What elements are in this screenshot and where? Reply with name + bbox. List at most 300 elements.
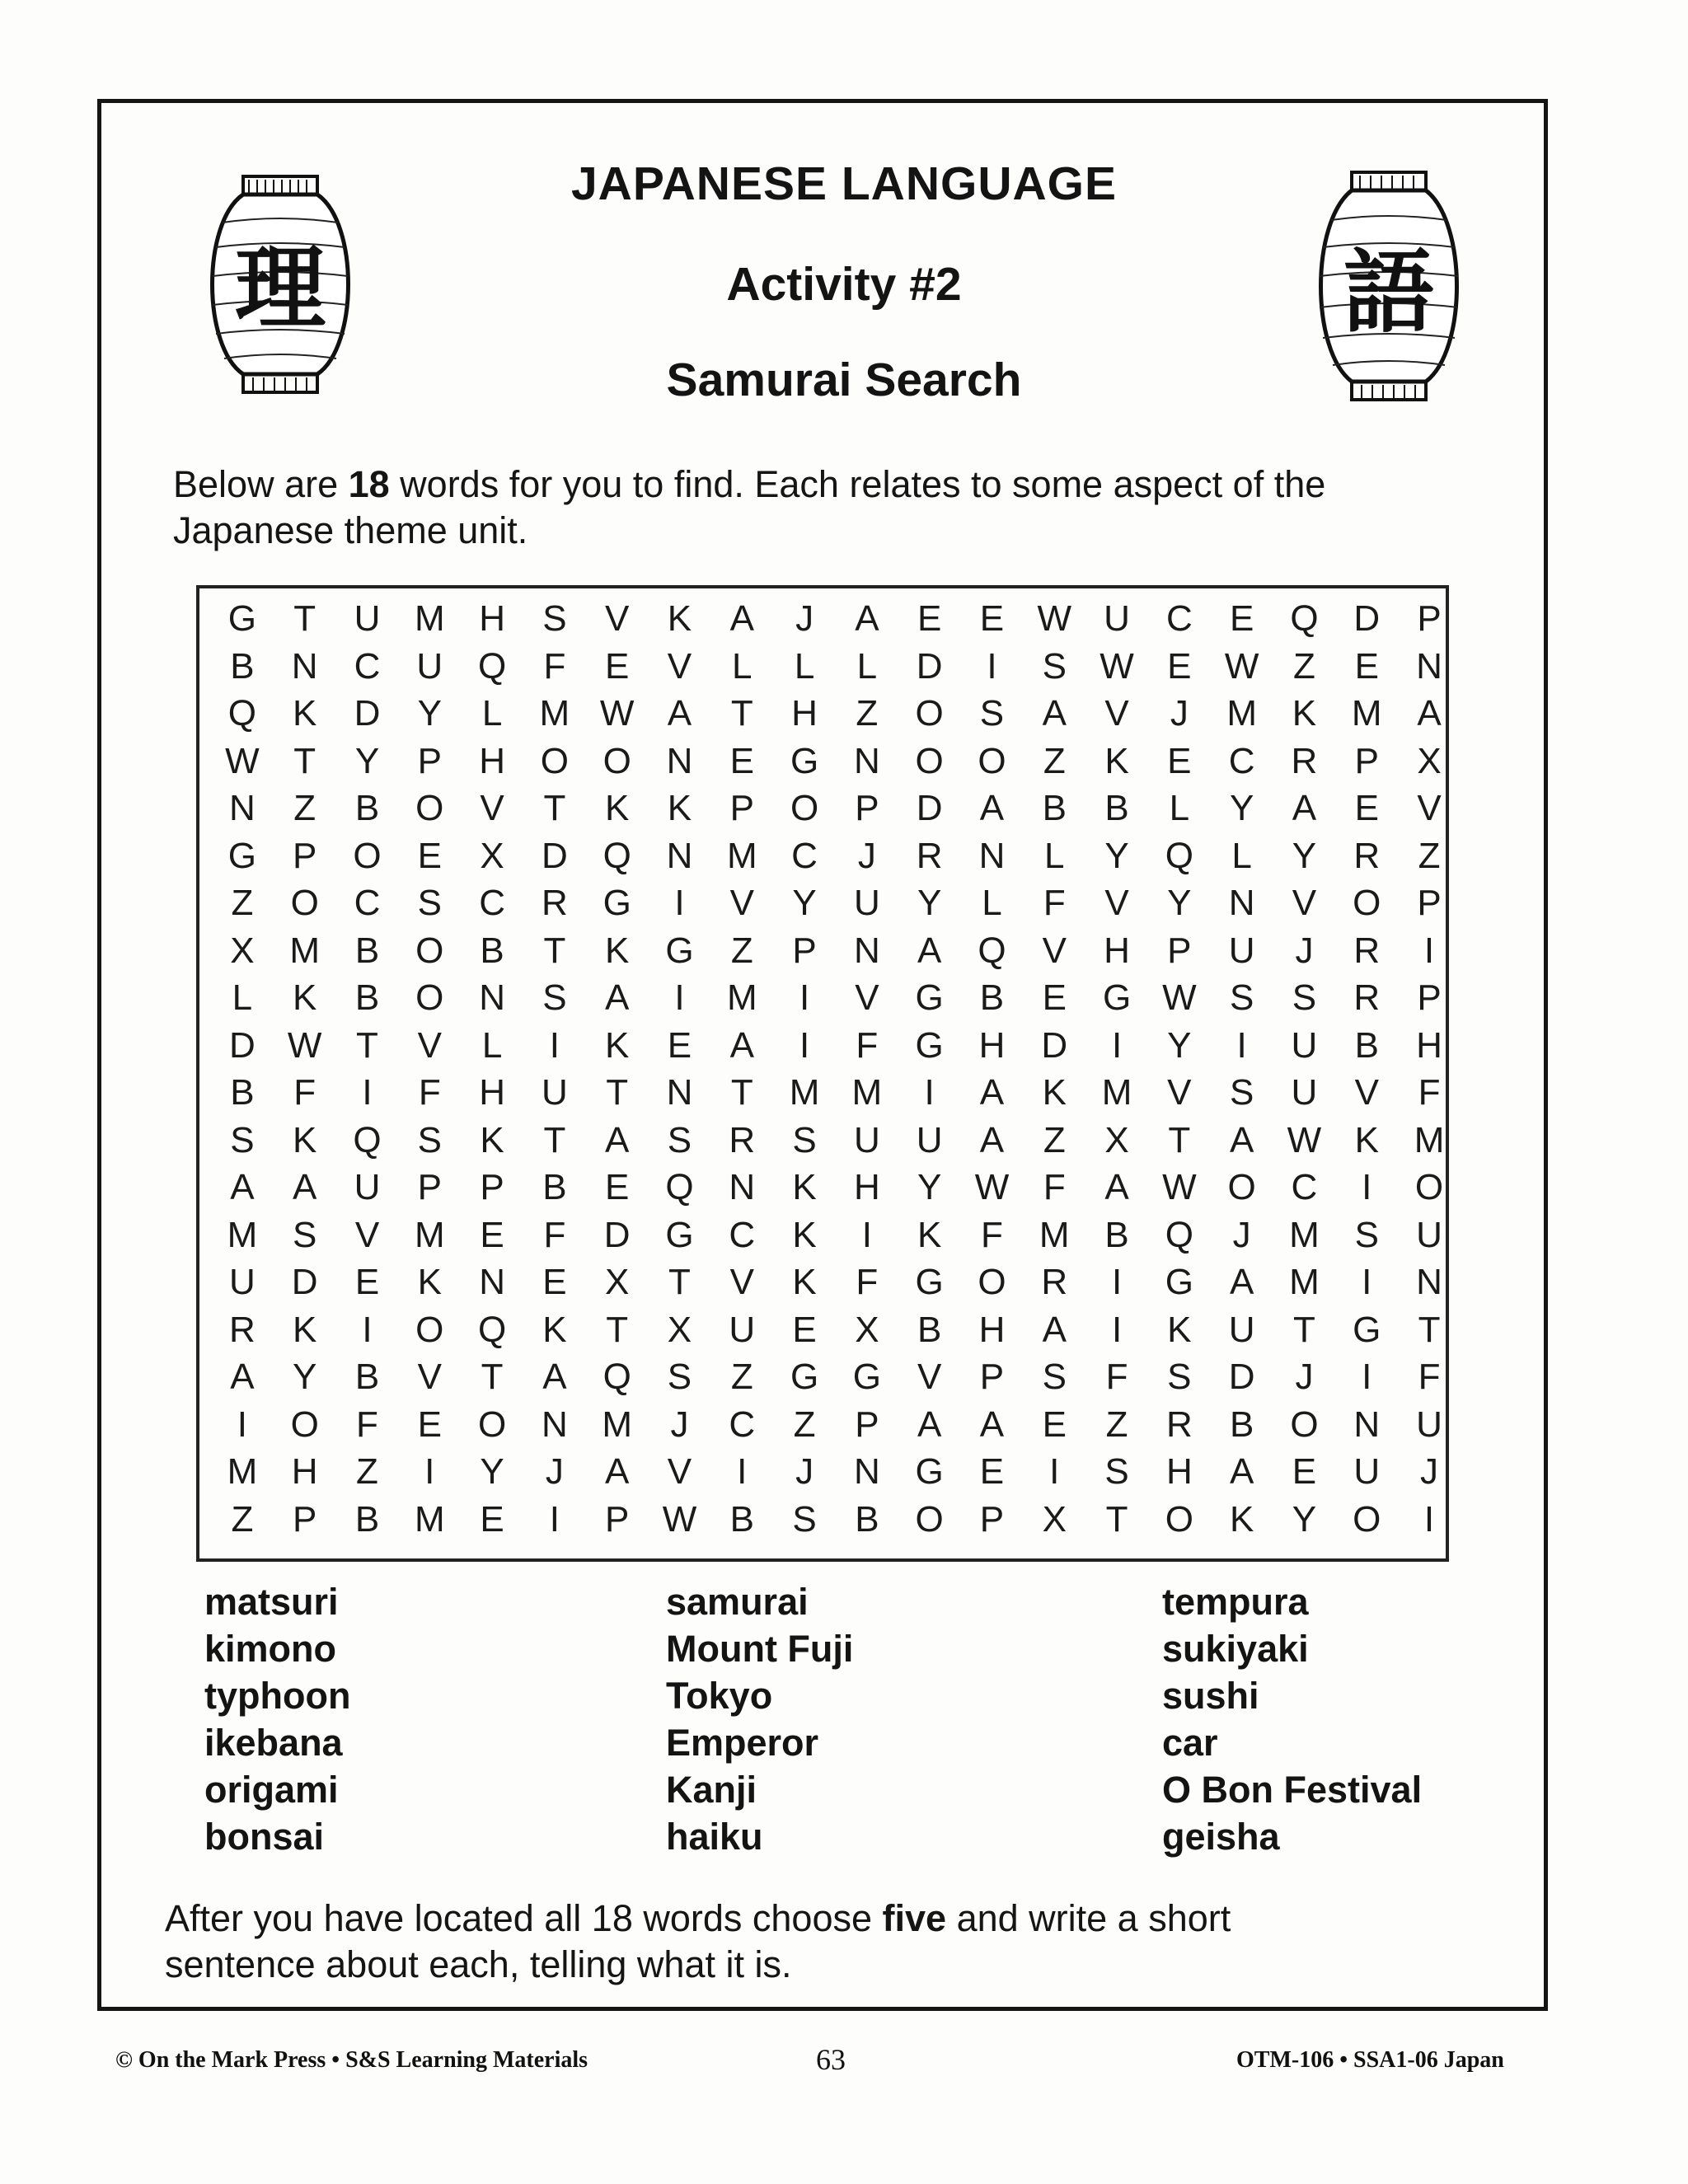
grid-letter[interactable]: Q xyxy=(1165,1214,1193,1255)
grid-letter[interactable]: V xyxy=(417,1024,442,1066)
grid-letter[interactable]: A xyxy=(605,977,630,1018)
grid-letter[interactable]: V xyxy=(1354,1072,1379,1113)
grid-letter[interactable]: N xyxy=(479,977,505,1018)
grid-letter[interactable]: E xyxy=(1354,788,1379,828)
grid-letter[interactable]: D xyxy=(1228,1357,1255,1397)
grid-letter[interactable]: T xyxy=(730,1072,753,1113)
grid-letter[interactable]: K xyxy=(1292,693,1317,733)
grid-letter[interactable]: Y xyxy=(792,883,817,923)
grid-letter[interactable]: R xyxy=(541,883,568,923)
grid-letter[interactable]: U xyxy=(1291,1072,1318,1113)
grid-letter[interactable]: V xyxy=(667,645,692,687)
grid-letter[interactable]: A xyxy=(542,1357,567,1397)
grid-letter[interactable]: G xyxy=(1165,1262,1193,1302)
grid-letter[interactable]: U xyxy=(541,1072,568,1113)
grid-letter[interactable]: A xyxy=(1104,1167,1129,1207)
grid-letter[interactable]: N xyxy=(1353,1404,1381,1445)
grid-letter[interactable]: K xyxy=(792,1214,817,1255)
grid-letter[interactable]: U xyxy=(853,883,880,923)
grid-letter[interactable]: O xyxy=(1353,1498,1381,1540)
grid-letter[interactable]: A xyxy=(979,1404,1005,1445)
grid-letter[interactable]: E xyxy=(417,835,442,876)
grid-letter[interactable]: B xyxy=(1104,1214,1129,1255)
grid-letter[interactable]: I xyxy=(1423,930,1435,971)
grid-letter[interactable]: I xyxy=(1111,1262,1123,1302)
grid-letter[interactable]: P xyxy=(979,1357,1005,1397)
grid-letter[interactable]: U xyxy=(853,1119,880,1160)
grid-letter[interactable]: H xyxy=(978,1309,1006,1350)
grid-letter[interactable]: E xyxy=(1292,1451,1317,1492)
grid-letter[interactable]: Y xyxy=(480,1451,504,1492)
grid-letter[interactable]: I xyxy=(1362,1357,1372,1397)
grid-letter[interactable]: A xyxy=(917,1404,942,1445)
grid-letter[interactable]: S xyxy=(1167,1357,1192,1397)
grid-letter[interactable]: S xyxy=(230,1119,255,1160)
grid-letter[interactable]: W xyxy=(1224,645,1259,687)
grid-letter[interactable]: M xyxy=(1101,1072,1132,1113)
grid-letter[interactable]: A xyxy=(855,598,879,639)
grid-letter[interactable]: F xyxy=(1105,1357,1128,1397)
grid-letter[interactable]: U xyxy=(1353,1451,1381,1492)
grid-letter[interactable]: B xyxy=(354,1357,380,1397)
grid-letter[interactable]: B xyxy=(542,1167,567,1207)
grid-letter[interactable]: U xyxy=(354,598,381,639)
grid-letter[interactable]: O xyxy=(1165,1498,1193,1540)
grid-letter[interactable]: N xyxy=(1416,1262,1442,1302)
grid-letter[interactable]: J xyxy=(795,1451,814,1492)
grid-letter[interactable]: W xyxy=(1162,1167,1197,1207)
grid-letter[interactable]: W xyxy=(287,1024,322,1066)
grid-letter[interactable]: F xyxy=(543,645,566,687)
grid-letter[interactable]: K xyxy=(1042,1072,1067,1113)
grid-letter[interactable]: D xyxy=(1041,1024,1068,1066)
grid-letter[interactable]: I xyxy=(1111,1024,1123,1066)
grid-letter[interactable]: O xyxy=(915,740,944,781)
grid-letter[interactable]: W xyxy=(599,693,635,733)
grid-letter[interactable]: X xyxy=(667,1309,692,1350)
grid-letter[interactable]: M xyxy=(414,1214,445,1255)
grid-letter[interactable]: E xyxy=(1354,645,1379,687)
grid-letter[interactable]: Z xyxy=(356,1451,378,1492)
grid-letter[interactable]: Q xyxy=(1165,835,1193,876)
grid-letter[interactable]: N xyxy=(291,645,318,687)
grid-letter[interactable]: R xyxy=(729,1119,756,1160)
grid-letter[interactable]: O xyxy=(540,740,569,781)
grid-letter[interactable]: S xyxy=(542,598,567,639)
grid-letter[interactable]: I xyxy=(549,1024,560,1066)
grid-letter[interactable]: J xyxy=(670,1404,689,1445)
grid-letter[interactable]: N xyxy=(853,1451,880,1492)
grid-letter[interactable]: T xyxy=(1418,1309,1441,1350)
grid-letter[interactable]: J xyxy=(795,598,814,639)
grid-letter[interactable]: Y xyxy=(354,740,380,781)
grid-letter[interactable]: K xyxy=(605,788,630,828)
grid-letter[interactable]: K xyxy=(1354,1119,1379,1160)
grid-letter[interactable]: E xyxy=(354,1262,380,1302)
grid-letter[interactable]: G xyxy=(915,1451,944,1492)
grid-letter[interactable]: Z xyxy=(231,883,254,923)
grid-letter[interactable]: W xyxy=(1162,977,1197,1018)
grid-letter[interactable]: Z xyxy=(730,1357,753,1397)
grid-letter[interactable]: S xyxy=(1354,1214,1379,1255)
grid-letter[interactable]: M xyxy=(1289,1214,1320,1255)
grid-letter[interactable]: R xyxy=(1353,977,1381,1018)
grid-letter[interactable]: V xyxy=(354,1214,380,1255)
grid-letter[interactable]: V xyxy=(605,598,630,639)
grid-letter[interactable]: K xyxy=(1229,1498,1254,1540)
grid-letter[interactable]: G xyxy=(1102,977,1132,1018)
grid-letter[interactable]: G xyxy=(227,835,257,876)
grid-letter[interactable]: O xyxy=(978,1262,1006,1302)
grid-letter[interactable]: P xyxy=(979,1498,1005,1540)
grid-letter[interactable]: K xyxy=(293,1119,317,1160)
grid-letter[interactable]: R xyxy=(1041,1262,1068,1302)
grid-letter[interactable]: C xyxy=(729,1214,756,1255)
grid-letter[interactable]: V xyxy=(1104,883,1129,923)
grid-letter[interactable]: O xyxy=(477,1404,507,1445)
grid-letter[interactable]: V xyxy=(729,1262,754,1302)
grid-letter[interactable]: K xyxy=(667,598,692,639)
grid-letter[interactable]: L xyxy=(481,1024,503,1066)
grid-letter[interactable]: I xyxy=(924,1072,935,1113)
grid-letter[interactable]: U xyxy=(1291,1024,1318,1066)
grid-letter[interactable]: K xyxy=(1167,1309,1192,1350)
grid-letter[interactable]: P xyxy=(729,788,754,828)
grid-letter[interactable]: Z xyxy=(1293,645,1315,687)
grid-letter[interactable]: K xyxy=(667,788,692,828)
grid-letter[interactable]: P xyxy=(855,1404,879,1445)
grid-letter[interactable]: K xyxy=(293,1309,317,1350)
grid-letter[interactable]: P xyxy=(417,740,442,781)
grid-letter[interactable]: G xyxy=(665,1214,694,1255)
grid-letter[interactable]: I xyxy=(1049,1451,1060,1492)
grid-letter[interactable]: F xyxy=(1418,1357,1441,1397)
grid-letter[interactable]: J xyxy=(1420,1451,1439,1492)
grid-letter[interactable]: W xyxy=(1037,598,1072,639)
grid-letter[interactable]: B xyxy=(354,930,380,971)
grid-letter[interactable]: R xyxy=(1291,740,1318,781)
grid-letter[interactable]: C xyxy=(1228,740,1255,781)
grid-letter[interactable]: B xyxy=(729,1498,754,1540)
grid-letter[interactable]: E xyxy=(417,1404,442,1445)
grid-letter[interactable]: P xyxy=(417,1167,442,1207)
grid-letter[interactable]: E xyxy=(480,1498,504,1540)
grid-letter[interactable]: F xyxy=(543,1214,566,1255)
grid-letter[interactable]: P xyxy=(792,930,817,971)
grid-letter[interactable]: L xyxy=(982,883,1002,923)
grid-letter[interactable]: W xyxy=(974,1167,1010,1207)
grid-letter[interactable]: J xyxy=(1295,1357,1314,1397)
grid-letter[interactable]: C xyxy=(729,1404,756,1445)
grid-letter[interactable]: I xyxy=(1362,1167,1372,1207)
grid-letter[interactable]: S xyxy=(417,883,442,923)
grid-letter[interactable]: B xyxy=(1354,1024,1379,1066)
grid-letter[interactable]: A xyxy=(230,1167,255,1207)
grid-letter[interactable]: A xyxy=(230,1357,255,1397)
grid-letter[interactable]: Z xyxy=(730,930,753,971)
grid-letter[interactable]: M xyxy=(1414,1119,1445,1160)
grid-letter[interactable]: C xyxy=(354,883,381,923)
grid-letter[interactable]: L xyxy=(232,977,253,1018)
grid-letter[interactable]: P xyxy=(1167,930,1192,971)
grid-letter[interactable]: O xyxy=(915,1498,944,1540)
grid-letter[interactable]: Q xyxy=(477,1309,507,1350)
grid-letter[interactable]: S xyxy=(979,693,1005,733)
grid-letter[interactable]: K xyxy=(542,1309,567,1350)
grid-letter[interactable]: A xyxy=(729,1024,754,1066)
grid-letter[interactable]: S xyxy=(1229,977,1254,1018)
grid-letter[interactable]: D xyxy=(603,1214,631,1255)
grid-letter[interactable]: E xyxy=(979,598,1005,639)
grid-letter[interactable]: T xyxy=(481,1357,504,1397)
grid-letter[interactable]: N xyxy=(666,835,693,876)
grid-letter[interactable]: X xyxy=(1042,1498,1067,1540)
grid-letter[interactable]: O xyxy=(415,930,444,971)
grid-letter[interactable]: N xyxy=(1416,645,1442,687)
grid-letter[interactable]: G xyxy=(915,977,944,1018)
grid-letter[interactable]: O xyxy=(1227,1167,1256,1207)
grid-letter[interactable]: X xyxy=(605,1262,630,1302)
grid-letter[interactable]: Z xyxy=(1418,835,1441,876)
grid-letter[interactable]: U xyxy=(729,1309,756,1350)
grid-letter[interactable]: L xyxy=(856,645,878,687)
grid-letter[interactable]: K xyxy=(792,1167,817,1207)
grid-letter[interactable]: D xyxy=(291,1262,318,1302)
grid-letter[interactable]: M xyxy=(1039,1214,1070,1255)
grid-letter[interactable]: I xyxy=(549,1498,560,1540)
grid-letter[interactable]: O xyxy=(915,693,944,733)
grid-letter[interactable]: W xyxy=(662,1498,697,1540)
grid-letter[interactable]: E xyxy=(979,1451,1005,1492)
grid-letter[interactable]: C xyxy=(1291,1167,1318,1207)
grid-letter[interactable]: Q xyxy=(978,930,1006,971)
grid-letter[interactable]: T xyxy=(1293,1309,1315,1350)
grid-letter[interactable]: X xyxy=(480,835,504,876)
grid-letter[interactable]: M xyxy=(726,835,757,876)
grid-letter[interactable]: P xyxy=(1417,883,1442,923)
grid-letter[interactable]: S xyxy=(667,1119,692,1160)
grid-letter[interactable]: I xyxy=(362,1309,373,1350)
grid-letter[interactable]: H xyxy=(791,693,818,733)
grid-letter[interactable]: C xyxy=(791,835,818,876)
grid-letter[interactable]: X xyxy=(1104,1119,1129,1160)
grid-letter[interactable]: F xyxy=(1418,1072,1441,1113)
grid-letter[interactable]: K xyxy=(917,1214,942,1255)
grid-letter[interactable]: N xyxy=(729,1167,756,1207)
grid-letter[interactable]: Q xyxy=(603,1357,631,1397)
grid-letter[interactable]: S xyxy=(1292,977,1317,1018)
grid-letter[interactable]: N xyxy=(853,930,880,971)
grid-letter[interactable]: H xyxy=(479,598,505,639)
grid-letter[interactable]: H xyxy=(1104,930,1130,971)
grid-letter[interactable]: O xyxy=(415,977,444,1018)
grid-letter[interactable]: Z xyxy=(793,1404,816,1445)
grid-letter[interactable]: L xyxy=(1231,835,1252,876)
grid-letter[interactable]: H xyxy=(479,740,505,781)
grid-letter[interactable]: V xyxy=(1167,1072,1192,1113)
grid-letter[interactable]: M xyxy=(227,1214,258,1255)
grid-letter[interactable]: S xyxy=(417,1119,442,1160)
grid-letter[interactable]: S xyxy=(1042,645,1067,687)
grid-letter[interactable]: D xyxy=(229,1024,256,1066)
grid-letter[interactable]: U xyxy=(1228,1309,1255,1350)
grid-letter[interactable]: B xyxy=(1042,788,1067,828)
grid-letter[interactable]: E xyxy=(1229,598,1254,639)
grid-letter[interactable]: A xyxy=(979,1119,1005,1160)
grid-letter[interactable]: V xyxy=(417,1357,442,1397)
grid-letter[interactable]: L xyxy=(1044,835,1065,876)
grid-letter[interactable]: T xyxy=(1105,1498,1128,1540)
grid-letter[interactable]: M xyxy=(789,1072,820,1113)
grid-letter[interactable]: F xyxy=(293,1072,316,1113)
grid-letter[interactable]: U xyxy=(416,645,443,687)
grid-letter[interactable]: A xyxy=(1229,1262,1254,1302)
grid-letter[interactable]: H xyxy=(1416,1024,1442,1066)
grid-letter[interactable]: T xyxy=(730,693,753,733)
grid-letter[interactable]: S xyxy=(1229,1072,1254,1113)
grid-letter[interactable]: S xyxy=(792,1119,817,1160)
grid-letter[interactable]: E xyxy=(667,1024,692,1066)
grid-letter[interactable]: F xyxy=(981,1214,1003,1255)
grid-letter[interactable]: S xyxy=(542,977,567,1018)
grid-letter[interactable]: S xyxy=(792,1498,817,1540)
grid-letter[interactable]: N xyxy=(978,835,1006,876)
grid-letter[interactable]: M xyxy=(414,1498,445,1540)
grid-letter[interactable]: V xyxy=(1104,693,1129,733)
grid-letter[interactable]: A xyxy=(605,1119,630,1160)
grid-letter[interactable]: Q xyxy=(1290,598,1319,639)
grid-letter[interactable]: D xyxy=(541,835,568,876)
grid-letter[interactable]: A xyxy=(979,788,1005,828)
grid-letter[interactable]: O xyxy=(353,835,382,876)
grid-letter[interactable]: P xyxy=(1354,740,1379,781)
grid-letter[interactable]: U xyxy=(1416,1214,1442,1255)
grid-letter[interactable]: W xyxy=(225,740,260,781)
grid-letter[interactable]: N xyxy=(666,1072,693,1113)
grid-letter[interactable]: D xyxy=(354,693,381,733)
grid-letter[interactable]: I xyxy=(1111,1309,1123,1350)
grid-letter[interactable]: A xyxy=(979,1072,1005,1113)
grid-letter[interactable]: I xyxy=(1362,1262,1372,1302)
grid-letter[interactable]: A xyxy=(1229,1119,1254,1160)
grid-letter[interactable]: C xyxy=(1165,598,1193,639)
grid-letter[interactable]: R xyxy=(229,1309,256,1350)
grid-letter[interactable]: Y xyxy=(1167,1024,1192,1066)
grid-letter[interactable]: F xyxy=(1043,1167,1066,1207)
grid-letter[interactable]: O xyxy=(290,1404,319,1445)
grid-letter[interactable]: D xyxy=(916,788,943,828)
grid-letter[interactable]: Z xyxy=(1105,1404,1128,1445)
grid-letter[interactable]: I xyxy=(674,883,685,923)
grid-letter[interactable]: T xyxy=(543,930,566,971)
grid-letter[interactable]: I xyxy=(799,977,810,1018)
grid-letter[interactable]: P xyxy=(480,1167,504,1207)
grid-letter[interactable]: A xyxy=(1417,693,1442,733)
grid-letter[interactable]: Q xyxy=(665,1167,694,1207)
grid-letter[interactable]: J xyxy=(1295,930,1314,971)
grid-letter[interactable]: E xyxy=(1042,977,1067,1018)
grid-letter[interactable]: Q xyxy=(227,693,257,733)
grid-letter[interactable]: E xyxy=(480,1214,504,1255)
grid-letter[interactable]: T xyxy=(293,740,316,781)
grid-letter[interactable]: M xyxy=(1351,693,1382,733)
grid-letter[interactable]: L xyxy=(794,645,815,687)
grid-letter[interactable]: Q xyxy=(477,645,507,687)
grid-letter[interactable]: G xyxy=(915,1024,944,1066)
grid-letter[interactable]: X xyxy=(855,1309,879,1350)
grid-letter[interactable]: E xyxy=(917,598,942,639)
grid-letter[interactable]: Z xyxy=(293,788,316,828)
grid-letter[interactable]: R xyxy=(916,835,943,876)
grid-letter[interactable]: E xyxy=(1042,1404,1067,1445)
grid-letter[interactable]: X xyxy=(1417,740,1442,781)
grid-letter[interactable]: D xyxy=(916,645,943,687)
grid-letter[interactable]: I xyxy=(737,1451,748,1492)
grid-letter[interactable]: O xyxy=(790,788,819,828)
grid-letter[interactable]: S xyxy=(667,1357,692,1397)
grid-letter[interactable]: F xyxy=(856,1262,879,1302)
grid-letter[interactable]: Y xyxy=(1167,883,1192,923)
grid-letter[interactable]: K xyxy=(1104,740,1129,781)
grid-letter[interactable]: K xyxy=(417,1262,442,1302)
grid-letter[interactable]: H xyxy=(291,1451,318,1492)
grid-letter[interactable]: G xyxy=(665,930,694,971)
grid-letter[interactable]: Y xyxy=(917,1167,942,1207)
grid-letter[interactable]: Y xyxy=(417,693,442,733)
grid-letter[interactable]: L xyxy=(481,693,503,733)
grid-letter[interactable]: W xyxy=(1287,1119,1322,1160)
grid-letter[interactable]: F xyxy=(856,1024,879,1066)
grid-letter[interactable]: M xyxy=(414,598,445,639)
grid-letter[interactable]: P xyxy=(293,1498,317,1540)
grid-letter[interactable]: T xyxy=(606,1309,629,1350)
grid-letter[interactable]: P xyxy=(605,1498,630,1540)
grid-letter[interactable]: H xyxy=(479,1072,505,1113)
grid-letter[interactable]: W xyxy=(1100,645,1134,687)
grid-letter[interactable]: E xyxy=(605,645,630,687)
grid-letter[interactable]: H xyxy=(853,1167,880,1207)
grid-letter[interactable]: C xyxy=(479,883,505,923)
grid-letter[interactable]: T xyxy=(356,1024,378,1066)
grid-letter[interactable]: Q xyxy=(603,835,631,876)
grid-letter[interactable]: F xyxy=(418,1072,441,1113)
grid-letter[interactable]: A xyxy=(1042,693,1067,733)
grid-letter[interactable]: E xyxy=(1167,740,1192,781)
grid-letter[interactable]: M xyxy=(539,693,570,733)
grid-letter[interactable]: B xyxy=(354,1498,380,1540)
grid-letter[interactable]: P xyxy=(855,788,879,828)
grid-letter[interactable]: E xyxy=(729,740,754,781)
grid-letter[interactable]: P xyxy=(1417,598,1442,639)
grid-letter[interactable]: R xyxy=(1165,1404,1193,1445)
grid-letter[interactable]: M xyxy=(289,930,321,971)
grid-letter[interactable]: U xyxy=(229,1262,256,1302)
grid-letter[interactable]: P xyxy=(1417,977,1442,1018)
grid-letter[interactable]: M xyxy=(851,1072,883,1113)
grid-letter[interactable]: Y xyxy=(1104,835,1129,876)
grid-letter[interactable]: D xyxy=(1353,598,1381,639)
grid-letter[interactable]: I xyxy=(1423,1498,1435,1540)
grid-letter[interactable]: I xyxy=(799,1024,810,1066)
grid-letter[interactable]: K xyxy=(293,977,317,1018)
grid-letter[interactable]: T xyxy=(668,1262,691,1302)
grid-letter[interactable]: N xyxy=(229,788,256,828)
grid-letter[interactable]: G xyxy=(227,598,257,639)
grid-letter[interactable]: F xyxy=(1043,883,1066,923)
grid-letter[interactable]: J xyxy=(857,835,876,876)
grid-letter[interactable]: M xyxy=(602,1404,632,1445)
grid-letter[interactable]: I xyxy=(237,1404,248,1445)
